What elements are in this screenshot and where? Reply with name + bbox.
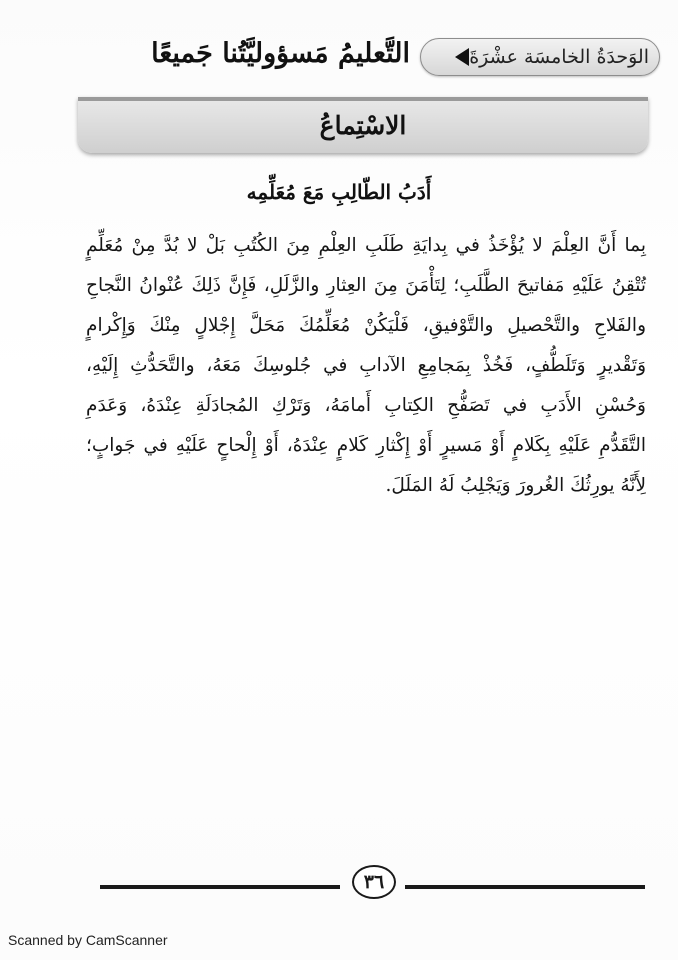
unit-badge	[420, 38, 660, 76]
footer-rule-left	[100, 885, 340, 889]
page-header	[100, 30, 660, 78]
page-number: ٣٦	[352, 865, 396, 899]
footer-rule-right	[405, 885, 645, 889]
scanner-watermark: Scanned by CamScanner	[8, 932, 168, 948]
unit-label: الوَحدَةُ الخامسَة عشْرَةَ	[469, 46, 649, 68]
page-footer	[100, 860, 645, 900]
section-banner	[78, 97, 648, 153]
body-paragraph	[86, 226, 646, 506]
body-line: وَتَقْديرٍ وَتَلَطُّفٍ، فَخُذْ بِمَجامِعِ الآدابِ في جُلوسِكَ مَعَهُ، والتَّحَدُّثِ إِلَيْهِ،	[86, 355, 646, 376]
body-line: لِأَنَّهُ يورِثُكَ الغُرورَ وَيَجْلِبُ لَهُ المَلَلَ.	[385, 475, 646, 496]
play-triangle-icon	[455, 48, 469, 66]
text-subtitle: أَدَبُ الطّالِبِ مَعَ مُعَلِّمِه	[246, 180, 432, 204]
body-line: بِما أَنَّ العِلْمَ لا يُؤْخَذُ في بِدايَةِ طَلَبِ العِلْمِ مِنَ الكُتُبِ بَلْ لا بُدَّ مِنْ مُعَلِّمٍ	[86, 235, 646, 256]
body-line: التَّقَدُّمِ عَلَيْهِ بِكَلامٍ أَوْ مَسيرٍ أَوْ إِكْثارِ كَلامٍ عِنْدَهُ، أَوْ إِلْحاحٍ عَلَيْهِ في جَوابٍ؛	[86, 435, 646, 456]
body-line: وَحُسْنِ الأَدَبِ في تَصَفُّحِ الكِتابِ أَمامَهُ، وَتَرْكِ المُجادَلَةِ عِنْدَهُ، وَعَدَمِ	[86, 395, 646, 416]
lesson-title: التَّعليمُ مَسؤوليَّتُنا جَميعًا	[151, 38, 410, 69]
body-line: والفَلاحِ والتَّحْصيلِ والتَّوْفيقِ، فَلْيَكُنْ مُعَلِّمُكَ مَحَلَّ إِجْلالٍ مِنْكَ وَإِكْرامٍ	[86, 315, 646, 336]
section-title: الاسْتِماعُ	[319, 110, 407, 140]
body-line: تُتْقِنُ عَلَيْهِ مَفاتيحَ الطَّلَبِ؛ لِتَأْمَنَ مِنَ العِثارِ والزَّلَلِ، فَإِنَّ ذَلِكَ عُنْوانُ النَّجاحِ	[86, 275, 646, 296]
